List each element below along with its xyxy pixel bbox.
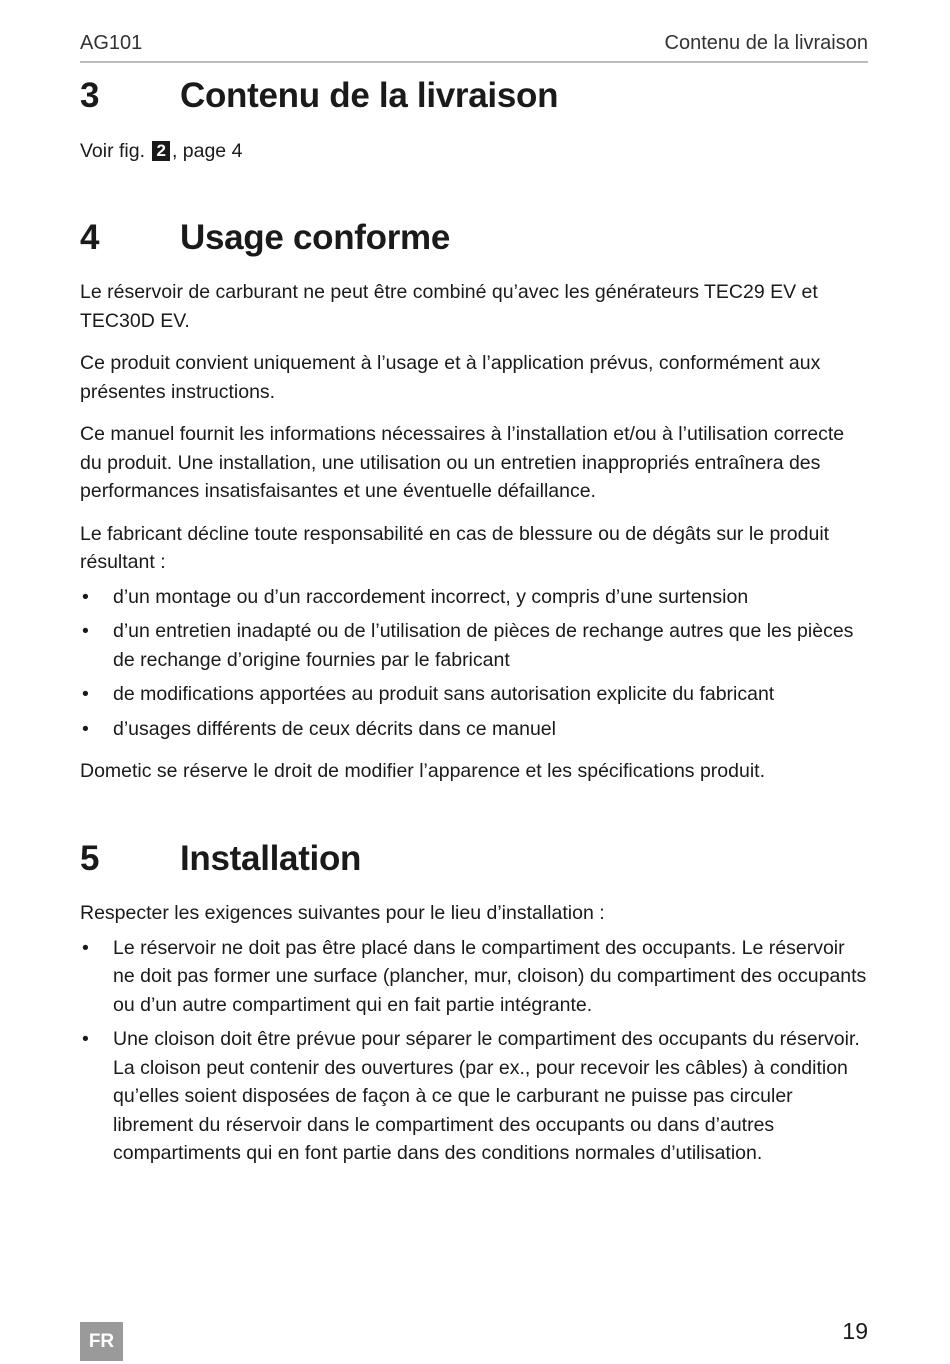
paragraph: Le réservoir de carburant ne peut être combiné qu’avec les générateurs TEC29 EV et TEC30D EV. (80, 281, 818, 332)
section-title: Usage conforme (180, 218, 451, 257)
section-3 (80, 76, 868, 116)
figure-reference (80, 137, 868, 166)
ref-prefix: Voir fig. (80, 140, 146, 162)
section-number: 4 (80, 218, 100, 257)
list-item: • Le réservoir ne doit pas être placé dans le compartiment des occupants. Le réservoir ne doit pas former une surface (plancher, mur, cloison) du compartiment des occupants ou d’un autre compartiment qui en fait partie intégrante. (82, 936, 867, 1016)
section-4 (80, 218, 868, 258)
list-item: • Une cloison doit être prévue pour séparer le compartiment des occupants du réservoir. La cloison peut contenir des ouvertures (par ex., pour recevoir les câbles) à condition qu’elles soient disposées de façon à ce que le carburant ne puisse pas circuler librement du réservoir dans le compartiment des occupants ou dans d’autres compartiments qui en font partie dans des conditions normales d’utilisation. (82, 1028, 860, 1164)
section-title: Contenu de la livraison (180, 76, 559, 115)
page-number: 19 (842, 1318, 868, 1344)
figure-number-badge: 2 (152, 141, 169, 161)
section-3-heading (80, 76, 868, 116)
section-4-heading (80, 218, 868, 258)
liability-list (80, 583, 868, 744)
list-item: • d’usages différents de ceux décrits dans ce manuel (82, 717, 556, 740)
language-badge: FR (80, 1322, 123, 1361)
section-5 (80, 839, 868, 879)
list-item: • d’un montage ou d’un raccordement incorrect, y compris d’une surtension (82, 585, 749, 608)
list-item: • d’un entretien inadapté ou de l’utilisation de pièces de rechange autres que les pièces de rechange d’origine fournies par le fabricant (82, 620, 854, 671)
list-item: • de modifications apportées au produit sans autorisation explicite du fabricant (82, 683, 775, 705)
installation-requirements-list (80, 934, 868, 1168)
ref-suffix: , page 4 (171, 140, 243, 162)
section-4-body (80, 278, 868, 786)
paragraph: Ce manuel fournit les informations nécessaires à l’installation et/ou à l’utilisation correcte du produit. Une installation, une utilisation ou un entretien inappropriés entraînera des performances insatisfaisantes et une éventuelle défaillance. (80, 423, 845, 502)
paragraph: Respecter les exigences suivantes pour le lieu d’installation : (80, 902, 605, 924)
section-5-body (80, 899, 868, 1168)
running-title: Contenu de la livraison (664, 32, 868, 54)
paragraph: Dometic se réserve le droit de modifier l’apparence et les spécifications produit. (80, 760, 765, 782)
section-number: 3 (80, 76, 100, 115)
page-header (80, 30, 868, 63)
paragraph: Ce produit convient uniquement à l’usage et à l’application prévus, conformément aux présentes instructions. (80, 352, 821, 403)
doc-id: AG101 (80, 32, 143, 54)
section-number: 5 (80, 839, 100, 878)
document-page (80, 0, 868, 1364)
paragraph: Le fabricant décline toute responsabilité en cas de blessure ou de dégâts sur le produit résultant : (80, 522, 830, 573)
section-title: Installation (180, 839, 362, 878)
section-5-heading (80, 839, 868, 879)
